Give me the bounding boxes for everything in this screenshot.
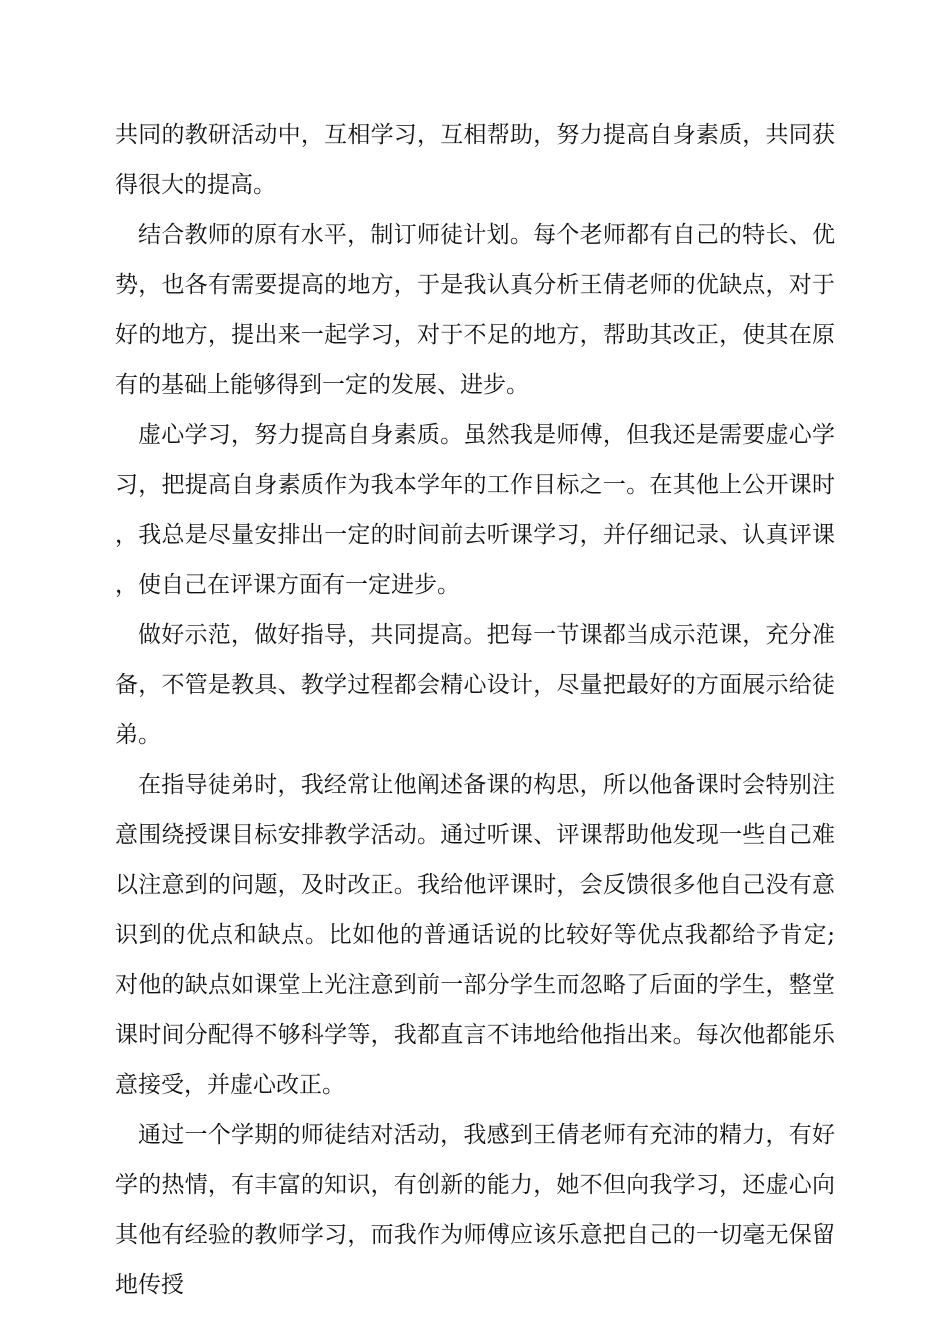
document-body <box>115 110 835 1310</box>
paragraph-3: 虚心学习，努力提高自身素质。虽然我是师傅，但我还是需要虚心学习，把提高自身素质作为我本学年的工作目标之一。在其他上公开课时，我总是尽量安排出一定的时间前去听课学习，并仔细记录、认真评课，使自己在评课方面有一定进步。 <box>115 422 835 598</box>
paragraph-6: 通过一个学期的师徒结对活动，我感到王倩老师有充沛的精力，有好学的热情，有丰富的知识，有创新的能力，她不但向我学习，还虚心向其他有经验的教师学习，而我作为师傅应该乐意把自己的一切毫无保留地传授 <box>115 1122 835 1298</box>
paragraph-4: 做好示范，做好指导，共同提高。把每一节课都当成示范课，充分准备，不管是教具、教学过程都会精心设计，尽量把最好的方面展示给徒弟。 <box>115 622 835 748</box>
paragraph-1: 共同的教研活动中，互相学习，互相帮助，努力提高自身素质，共同获得很大的提高。 <box>115 122 835 198</box>
paragraph-2: 结合教师的原有水平，制订师徒计划。每个老师都有自己的特长、优势，也各有需要提高的地方，于是我认真分析王倩老师的优缺点，对于好的地方，提出来一起学习，对于不足的地方，帮助其改正，使其在原有的基础上能够得到一定的发展、进步。 <box>115 222 835 398</box>
paragraph-5: 在指导徒弟时，我经常让他阐述备课的构思，所以他备课时会特别注意围绕授课目标安排教学活动。通过听课、评课帮助他发现一些自己难以注意到的问题，及时改正。我给他评课时，会反馈很多他自己没有意识到的优点和缺点。比如他的普通话说的比较好等优点我都给予肯定;对他的缺点如课堂上光注意到前一部分学生而忽略了后面的学生，整堂课时间分配得不够科学等，我都直言不讳地给他指出来。每次他都能乐意接受，并虚心改正。 <box>115 772 835 1098</box>
